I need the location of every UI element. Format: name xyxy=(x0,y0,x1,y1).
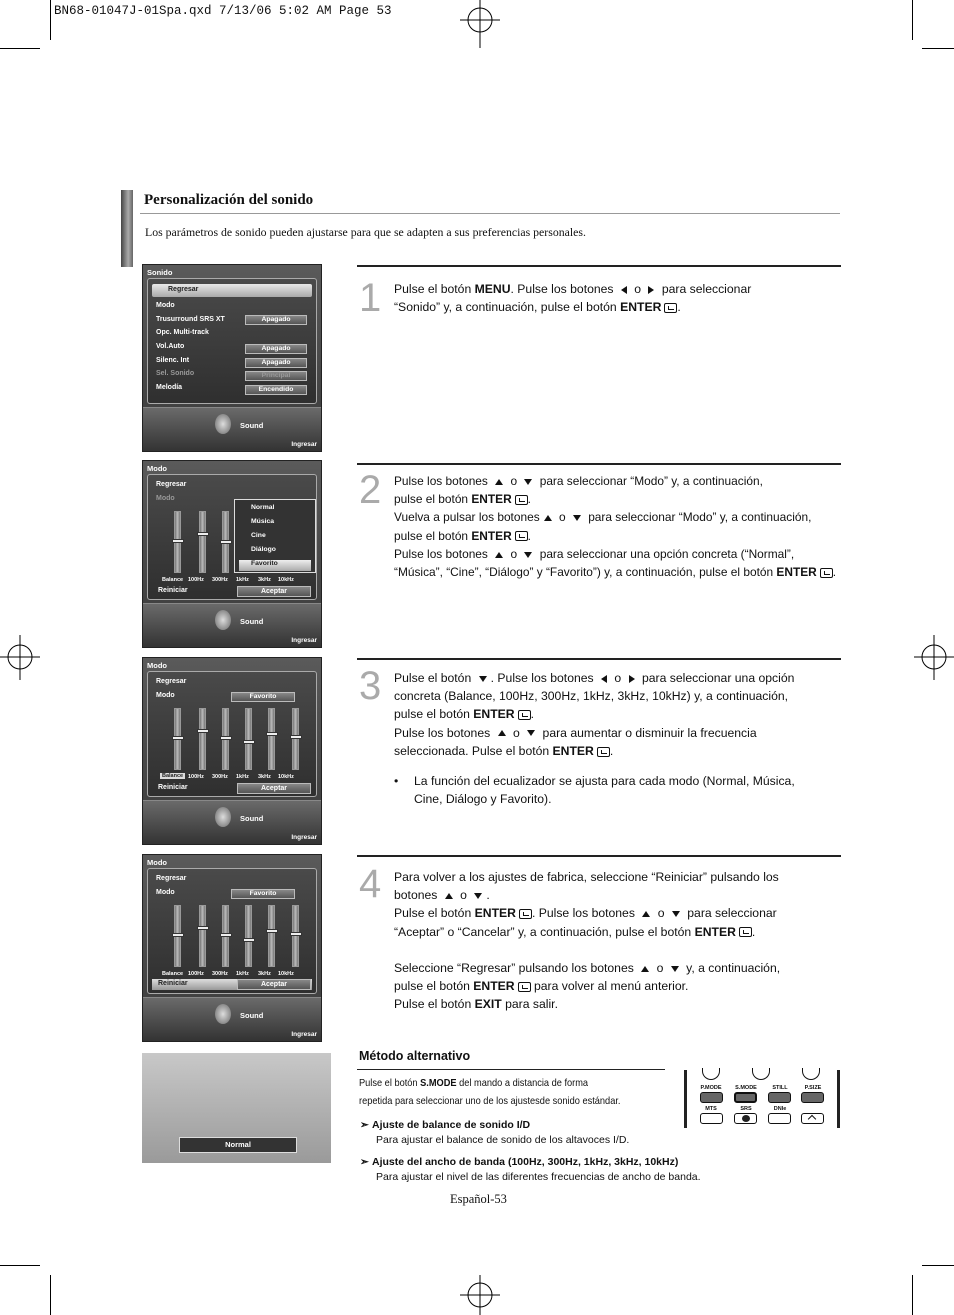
registration-mark-left xyxy=(0,635,40,680)
dropdown-option-selected[interactable]: Favorito xyxy=(239,560,311,571)
step-rule xyxy=(357,265,841,267)
osd-row-melodia[interactable]: Melodía xyxy=(156,384,183,391)
speaker-icon xyxy=(215,414,231,434)
normal-label: Normal xyxy=(179,1137,297,1153)
ingresar-label: Ingresar xyxy=(291,441,317,448)
eq-band-label: 1kHz xyxy=(236,577,249,583)
osd-button-row-selected xyxy=(152,979,312,990)
registration-mark-top xyxy=(460,0,500,50)
eq-band-label: 100Hz xyxy=(188,971,204,977)
step-rule xyxy=(357,658,841,660)
psize-button[interactable] xyxy=(801,1092,824,1103)
osd-value: Apagado xyxy=(245,315,307,325)
crop-mark xyxy=(50,1275,51,1315)
aceptar-button[interactable]: Aceptar xyxy=(237,979,311,990)
alt-method-text: Pulse el botón S.MODE del mando a distancia de forma repetida para seleccionar uno de los ajustesde sonido estándar. xyxy=(359,1077,621,1107)
mts-button[interactable] xyxy=(700,1113,723,1124)
sound-label: Sound xyxy=(240,814,264,823)
step-2-text: Pulse los botones o para seleccionar “Modo” y, a continuación, pulse el botón ENTER . Vuelva a pulsar los botones o para seleccionar “Modo” y, a continuación, pulse el botón ENTER . Pulse los botones o para seleccionar una opción concreta (“Normal”, “Música”, “Cine”, “Diálogo” y “Favorito”) y, a continuación, pulse el botón ENTER . xyxy=(394,474,837,580)
osd-selected-item[interactable]: Regresar xyxy=(152,284,312,297)
mts-label: MTS xyxy=(705,1106,717,1112)
step-1-text: Pulse el botón MENU. Pulse los botones o para seleccionar “Sonido” y, a continuación, pulse el botón ENTER . xyxy=(394,282,752,315)
osd-regresar[interactable]: Regresar xyxy=(156,678,187,685)
reiniciar-button[interactable]: Reiniciar xyxy=(158,784,188,791)
section-intro: Los parámetros de sonido pueden ajustarse para que se adapten a sus preferencias personales. xyxy=(145,225,586,239)
eq-band-label: 300Hz xyxy=(212,577,228,583)
crop-mark xyxy=(912,1275,913,1315)
modo-dropdown xyxy=(234,499,316,573)
aceptar-button[interactable]: Aceptar xyxy=(237,586,311,597)
ingresar-label: Ingresar xyxy=(291,637,317,644)
step-rule xyxy=(357,855,841,857)
title-bar-decoration xyxy=(121,190,133,267)
eq-bar[interactable] xyxy=(292,708,299,770)
eq-band-label: 1kHz xyxy=(236,971,249,977)
speaker-icon xyxy=(215,807,231,827)
osd-footer xyxy=(143,407,321,451)
sound-label: Sound xyxy=(240,421,264,430)
eq-band-label: 10kHz xyxy=(278,971,294,977)
eq-bar[interactable] xyxy=(222,905,229,967)
eq-band-label: 10kHz xyxy=(278,577,294,583)
osd-button-row xyxy=(152,783,312,794)
speaker-icon xyxy=(215,1004,231,1024)
osd-row-modo[interactable]: Modo xyxy=(156,889,175,896)
dropdown-option[interactable]: Normal xyxy=(251,504,275,511)
osd-regresar[interactable]: Regresar xyxy=(156,481,187,488)
osd-row-silenc[interactable]: Silenc. Int xyxy=(156,357,190,364)
osd-header: Modo xyxy=(147,661,167,670)
osd-value: Encendido xyxy=(245,385,307,395)
smode-button[interactable] xyxy=(734,1092,757,1103)
eq-band-label: 300Hz xyxy=(212,774,228,780)
osd-button-row xyxy=(152,586,312,597)
dropdown-option[interactable]: Música xyxy=(251,518,275,525)
sound-label: Sound xyxy=(240,1011,264,1020)
reiniciar-button[interactable]: Reiniciar xyxy=(158,587,188,594)
eq-bar[interactable] xyxy=(268,905,275,967)
ingresar-label: Ingresar xyxy=(291,834,317,841)
eq-bar[interactable] xyxy=(174,905,181,967)
eq-band-label: 3kHz xyxy=(258,971,271,977)
srs-button[interactable] xyxy=(734,1113,757,1124)
registration-mark-bottom xyxy=(460,1275,500,1315)
crop-mark xyxy=(0,1265,40,1266)
osd-footer xyxy=(143,997,321,1041)
osd-modo-reiniciar xyxy=(142,854,322,1042)
step-4-text: Para volver a los ajustes de fabrica, seleccione “Reiniciar” pulsando los botones o . Pulse el botón ENTER . Pulse los botones o para seleccionar “Aceptar” o “Cancelar” y, a continuación, pulse el botón ENTER . Seleccione “Regresar” pulsando los botones o y, a continuación, pulse el botón ENTER para volver al menú anterior. Pulse el botón EXIT para salir. xyxy=(394,870,781,1012)
osd-panel xyxy=(147,278,317,404)
eq-bar[interactable] xyxy=(222,511,229,573)
step-number: 2 xyxy=(359,468,382,512)
osd-row-multitrack[interactable]: Opc. Multi-track xyxy=(156,329,209,336)
crop-mark xyxy=(0,48,40,49)
smode-label: S.MODE xyxy=(735,1085,757,1091)
osd-header: Modo xyxy=(147,464,167,473)
osd-panel xyxy=(147,671,317,797)
step-number: 4 xyxy=(359,862,382,906)
osd-sonido-menu xyxy=(142,264,322,452)
eq-bar[interactable] xyxy=(199,708,206,770)
speaker-icon xyxy=(215,610,231,630)
note-balance: ➣ Ajuste de balance de sonido I/D Para ajustar el balance de sonido de los altavoces I/D. xyxy=(360,1119,630,1146)
remote-illustration xyxy=(684,1068,840,1128)
dnie-label: DNIe xyxy=(773,1106,787,1112)
osd-modo-eq xyxy=(142,657,322,845)
psize-label: P.SIZE xyxy=(804,1085,822,1091)
crop-mark xyxy=(50,0,51,40)
eq-bar[interactable] xyxy=(245,905,252,967)
eq-band-label: 300Hz xyxy=(212,971,228,977)
eq-band-label-selected: Balance xyxy=(162,773,184,779)
osd-header: Modo xyxy=(147,858,167,867)
crop-mark xyxy=(912,0,913,40)
eq-band-label: 1kHz xyxy=(236,774,249,780)
step-number: 1 xyxy=(359,276,382,320)
eq-bar[interactable] xyxy=(292,905,299,967)
still-button[interactable] xyxy=(768,1092,791,1103)
eq-bar[interactable] xyxy=(199,511,206,573)
osd-row-volauto[interactable]: Vol.Auto xyxy=(156,343,185,350)
alt-method-title: Método alternativo xyxy=(359,1049,471,1063)
osd-modo-dropdown xyxy=(142,460,322,648)
registration-mark-right xyxy=(914,635,954,680)
step-rule xyxy=(357,463,841,465)
dropdown-option[interactable]: Cine xyxy=(251,532,266,539)
eq-band-label: 3kHz xyxy=(258,774,271,780)
osd-value: Favorito xyxy=(231,889,295,899)
section-title: Personalización del sonido xyxy=(144,192,314,208)
osd-regresar[interactable]: Regresar xyxy=(156,875,187,882)
osd-value: Principal xyxy=(245,371,307,381)
osd-row-trusurround[interactable]: Trusurround SRS XT xyxy=(156,316,225,323)
osd-row-modo[interactable]: Modo xyxy=(156,692,175,699)
osd-row-modo[interactable]: Modo xyxy=(156,495,175,502)
up-arrow-button[interactable] xyxy=(801,1113,824,1124)
osd-panel xyxy=(147,868,317,994)
sound-label: Sound xyxy=(240,617,264,626)
eq-bar[interactable] xyxy=(268,708,275,770)
osd-footer xyxy=(143,603,321,647)
pmode-label: P.MODE xyxy=(700,1085,722,1091)
srs-label: SRS xyxy=(740,1106,752,1112)
osd-row-selsonido[interactable]: Sel. Sonido xyxy=(156,370,195,377)
eq-band-label: Balance xyxy=(162,577,184,583)
alt-rule xyxy=(357,1069,665,1070)
reiniciar-button[interactable]: Reiniciar xyxy=(158,980,188,987)
osd-value: Favorito xyxy=(231,692,295,702)
dropdown-option[interactable]: Diálogo xyxy=(251,546,276,553)
osd-footer xyxy=(143,800,321,844)
eq-bar[interactable] xyxy=(174,708,181,770)
osd-row-modo[interactable]: Modo xyxy=(156,302,175,309)
osd-value: Apagado xyxy=(245,358,307,368)
aceptar-button[interactable]: Aceptar xyxy=(237,783,311,794)
eq-band-label: 100Hz xyxy=(188,577,204,583)
osd-panel xyxy=(147,474,317,600)
file-info: BN68-01047J-01Spa.qxd 7/13/06 5:02 AM Page 53 xyxy=(54,4,392,18)
pmode-button[interactable] xyxy=(700,1092,723,1103)
osd-header: Sonido xyxy=(147,268,173,277)
eq-bar[interactable] xyxy=(199,905,206,967)
dnie-button[interactable] xyxy=(768,1113,791,1124)
crop-mark xyxy=(922,1265,954,1266)
step-3-text: Pulse el botón . Pulse los botones o para seleccionar una opción concreta (Balance, 100Hz, 300Hz, 1kHz, 3kHz, 10kHz) y, a continuación, pulse el botón ENTER . Pulse los botones o para aumentar o disminuir la frecuencia seleccionada. Pulse el botón ENTER . • La función del ecualizador se ajusta para cada modo (Normal, Música, Cine, Diálogo y Favorito). xyxy=(394,671,795,807)
crop-mark xyxy=(922,48,954,49)
title-rule xyxy=(140,213,840,214)
normal-osd-preview xyxy=(142,1053,331,1163)
note-bandwidth: ➣ Ajuste del ancho de banda (100Hz, 300Hz, 1kHz, 3kHz, 10kHz) Para ajustar el nivel de las diferentes frecuencias de ancho de banda. xyxy=(360,1156,701,1183)
eq-bar[interactable] xyxy=(222,708,229,770)
eq-band-label: Balance xyxy=(162,971,184,977)
eq-band-label: 10kHz xyxy=(278,774,294,780)
still-label: STILL xyxy=(772,1085,788,1091)
page-number: Español-53 xyxy=(450,1192,507,1206)
ingresar-label: Ingresar xyxy=(291,1031,317,1038)
osd-value: Apagado xyxy=(245,344,307,354)
eq-band-label: 100Hz xyxy=(188,774,204,780)
eq-bar[interactable] xyxy=(174,511,181,573)
step-number: 3 xyxy=(359,664,382,708)
eq-band-label: 3kHz xyxy=(258,577,271,583)
eq-bar[interactable] xyxy=(245,708,252,770)
